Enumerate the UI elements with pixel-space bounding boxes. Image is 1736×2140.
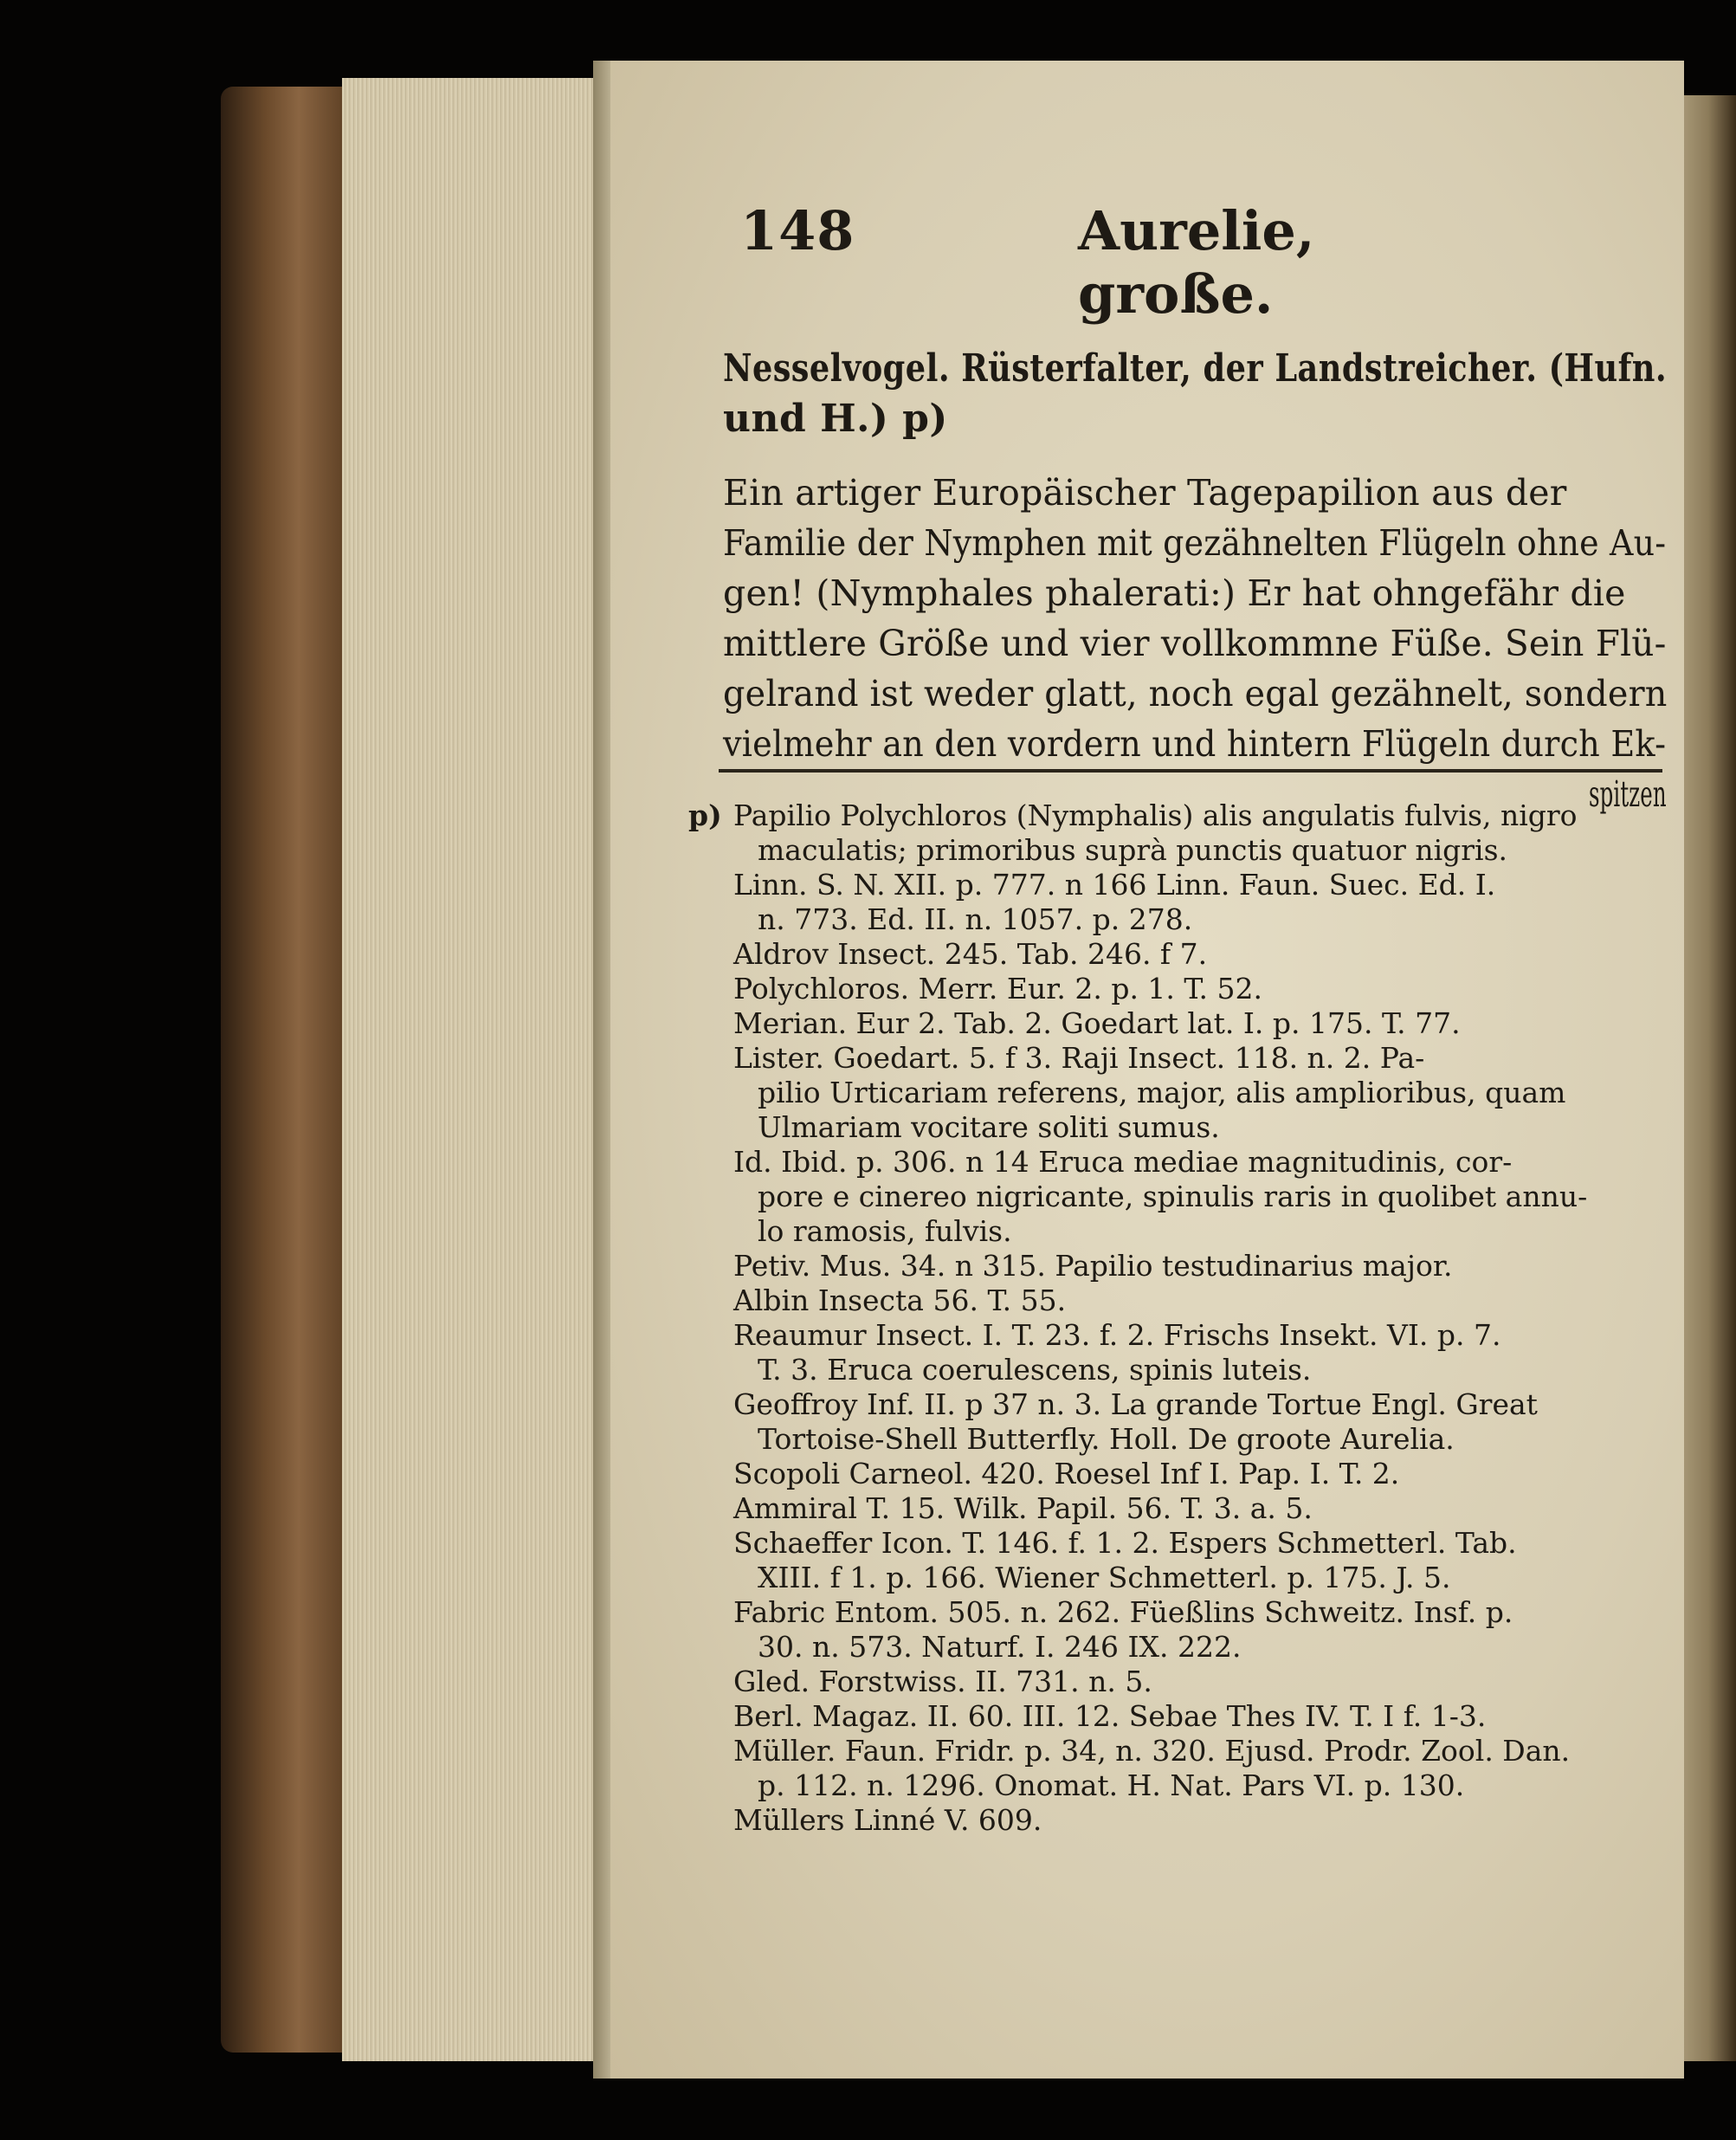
footnote-line: Petiv. Mus. 34. n 315. Papilio testudinarius major. [733,1249,1453,1283]
footnote-line: pilio Urticariam referens, major, alis amplioribus, quam [758,1076,1566,1109]
page-header [740,199,1520,326]
paragraph-line: spitzen [1589,773,1667,815]
footnote-line: Fabric Entom. 505. n. 262. Füeßlins Schweitz. Insf. p. [733,1595,1513,1629]
footnote-line: Papilio Polychloros (Nymphalis) alis angulatis fulvis, nigro [733,798,1578,832]
footnote-line: XIII. f 1. p. 166. Wiener Schmetterl. p. 175. J. 5. [758,1561,1451,1594]
footnote-line: Reaumur Insect. I. T. 23. f. 2. Frischs Insekt. VI. p. 7. [733,1318,1501,1352]
footnote-line: Aldrov Insect. 245. Tab. 246. f 7. [733,937,1208,971]
footnote-line: n. 773. Ed. II. n. 1057. p. 278. [758,902,1193,936]
footnote-line: Gled. Forstwiss. II. 731. n. 5. [733,1665,1152,1698]
footnote-line: Id. Ibid. p. 306. n 14 Eruca mediae magnitudinis, cor- [733,1145,1513,1179]
footnote-line: T. 3. Eruca coerulescens, spinis luteis. [758,1353,1312,1387]
running-title: Aurelie, große. [1078,199,1315,326]
footnote-line: Scopoli Carneol. 420. Roesel Inf I. Pap. I. T. 2. [733,1457,1400,1490]
footnote-line: lo ramosis, fulvis. [758,1214,1012,1248]
footnote-line: Ammiral T. 15. Wilk. Papil. 56. T. 3. a. 5. [733,1491,1313,1525]
footnote-line: maculatis; primoribus suprà punctis quatuor nigris. [758,833,1508,867]
book-cover [221,87,351,2053]
heading-line: Nesselvogel. Rüsterfalter, der Landstreicher. (Hufn. [723,346,1668,391]
footnote-line: Merian. Eur 2. Tab. 2. Goedart lat. I. p. 175. T. 77. [733,1006,1461,1040]
page-number: 148 [740,199,855,262]
footnote-divider [719,769,1662,773]
paragraph-line: Ein artiger Europäischer Tagepapilion aus der [723,472,1567,514]
heading-line: und H.) p) [723,397,948,441]
page-content [610,61,1684,2079]
footnote-line: Ulmariam vocitare soliti sumus. [758,1110,1220,1144]
footnote-line: p. 112. n. 1296. Onomat. H. Nat. Pars VI. p. 130. [758,1768,1465,1802]
book-page [610,61,1684,2079]
footnote-line: Schaeffer Icon. T. 146. f. 1. 2. Espers Schmetterl. Tab. [733,1526,1517,1560]
footnote-line: Geoffroy Inf. II. p 37 n. 3. La grande Tortue Engl. Great [733,1387,1538,1421]
footnote-line: Tortoise-Shell Butterfly. Holl. De groote Aurelia. [758,1422,1455,1456]
footnote-line: pore e cinereo nigricante, spinulis raris in quolibet annu- [758,1180,1588,1213]
footnote-marker [688,798,722,832]
footnote-line: Müller. Faun. Fridr. p. 34, n. 320. Ejusd. Prodr. Zool. Dan. [733,1734,1571,1768]
paragraph-line: Familie der Nymphen mit gezähnelten Flügeln ohne Au- [723,522,1667,564]
footnote-line: Müllers Linné V. 609. [733,1803,1042,1837]
footnote-marker-label: p) [688,798,722,832]
footnote-line: Lister. Goedart. 5. f 3. Raji Insect. 118. n. 2. Pa- [733,1041,1425,1075]
open-book [221,61,1736,2087]
footnote-line: Albin Insecta 56. T. 55. [733,1283,1067,1317]
paragraph-line: vielmehr an den vordern und hintern Flügeln durch Ek- [723,723,1667,765]
paragraph-line: gen! (Nymphales phalerati:) Er hat ohngefähr die [723,572,1626,614]
paragraph-line: mittlere Größe und vier vollkommne Füße. Sein Flü- [723,623,1667,664]
footnote-line: Polychloros. Merr. Eur. 2. p. 1. T. 52. [733,972,1263,1005]
footnote-line: Linn. S. N. XII. p. 777. n 166 Linn. Faun. Suec. Ed. I. [733,868,1496,902]
footnote-line: Berl. Magaz. II. 60. III. 12. Sebae Thes IV. T. I f. 1-3. [733,1699,1487,1733]
footnote-line: 30. n. 573. Naturf. I. 246 IX. 222. [758,1630,1242,1664]
paragraph-line: gelrand ist weder glatt, noch egal gezähnelt, sondern [723,673,1668,714]
page-edges [342,78,602,2061]
